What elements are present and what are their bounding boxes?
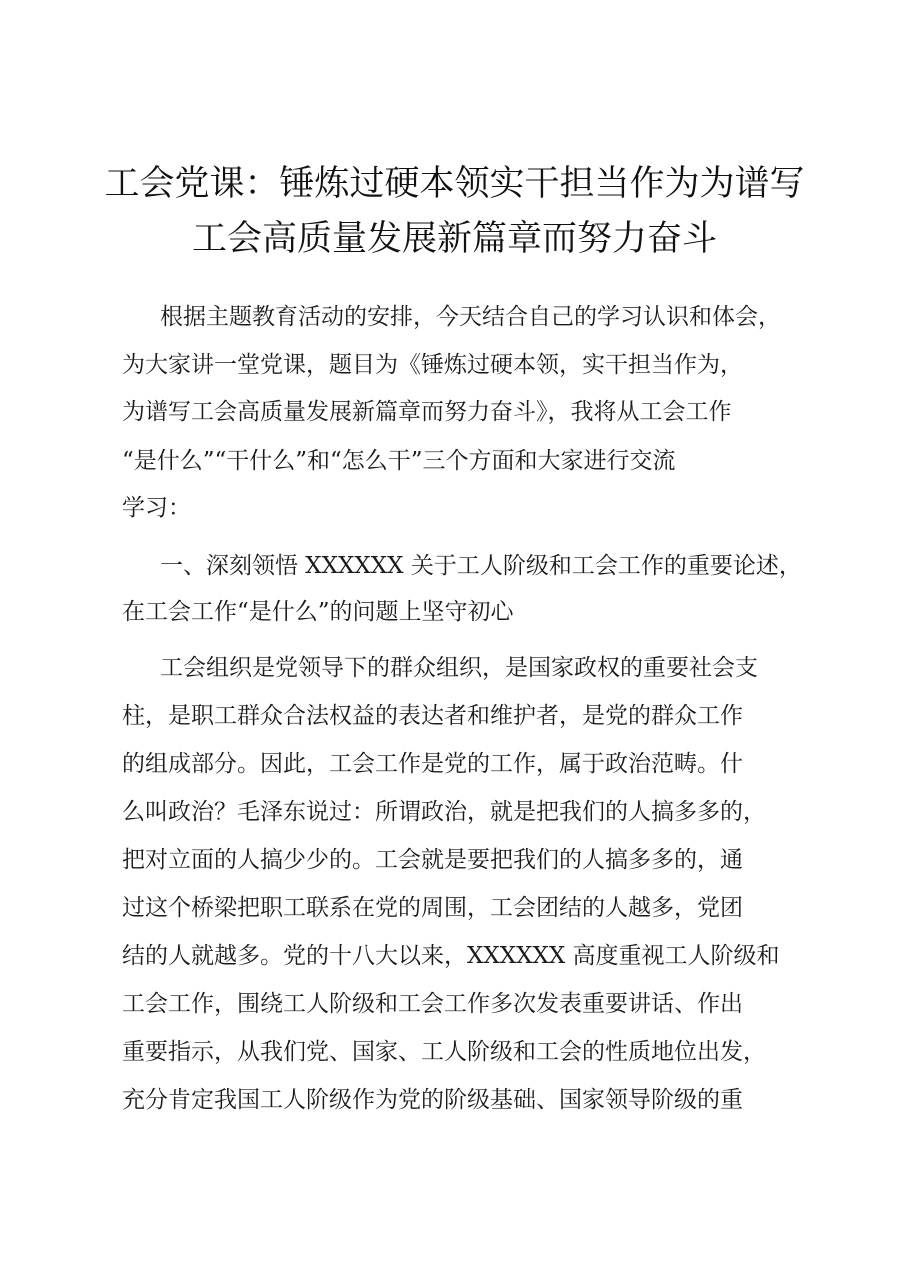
paragraph-1-line-3: 为谱写工会高质量发展新篇章而努力奋斗》，我将从工会工作 <box>122 399 732 425</box>
document-title-line-1: 工会党课：锤炼过硬本领实干担当作为为谱写 <box>104 164 805 204</box>
section-heading-1-line-2: 在工会工作“是什么”的问题上坚守初心 <box>122 599 514 625</box>
paragraph-1-line-2: 为大家讲一堂党课，题目为《锤炼过硬本领，实干担当作为， <box>122 352 743 378</box>
paragraph-3-line-5: 把对立面的人搞少少的。工会就是要把我们的人搞多多的，通 <box>122 847 743 873</box>
document-title-line-2: 工会高质量发展新篇章而努力奋斗 <box>191 219 717 259</box>
paragraph-3-line-1: 工会组织是党领导下的群众组织，是国家政权的重要社会支 <box>160 655 758 681</box>
paragraph-3-line-9: 重要指示，从我们党、国家、工人阶级和工会的性质地位出发， <box>122 1039 766 1065</box>
paragraph-1-line-5: 学习： <box>122 495 191 521</box>
paragraph-3-line-10: 充分肯定我国工人阶级作为党的阶级基础、国家领导阶级的重 <box>122 1087 743 1113</box>
paragraph-1-line-1: 根据主题教育活动的安排，今天结合自己的学习认识和体会， <box>160 304 781 330</box>
paragraph-3-line-4: 么叫政治？毛泽东说过：所谓政治，就是把我们的人搞多多的， <box>122 799 766 825</box>
paragraph-3-line-3: 的组成部分。因此，工会工作是党的工作，属于政治范畴。什 <box>122 751 743 777</box>
paragraph-3-line-8: 工会工作，围绕工人阶级和工会工作多次发表重要讲话、作出 <box>122 991 743 1017</box>
section-heading-1-line-1: 一、深刻领悟 XXXXXX 关于工人阶级和工会工作的重要论述， <box>160 553 802 579</box>
paragraph-3-line-6: 过这个桥梁把职工联系在党的周围，工会团结的人越多，党团 <box>122 895 743 921</box>
paragraph-3-line-7: 结的人就越多。党的十八大以来，XXXXXX 高度重视工人阶级和 <box>122 943 780 969</box>
paragraph-1-line-4: “是什么”“干什么”和“怎么干”三个方面和大家进行交流 <box>122 448 676 474</box>
paragraph-3-line-2: 柱，是职工群众合法权益的表达者和维护者，是党的群众工作 <box>122 703 743 729</box>
